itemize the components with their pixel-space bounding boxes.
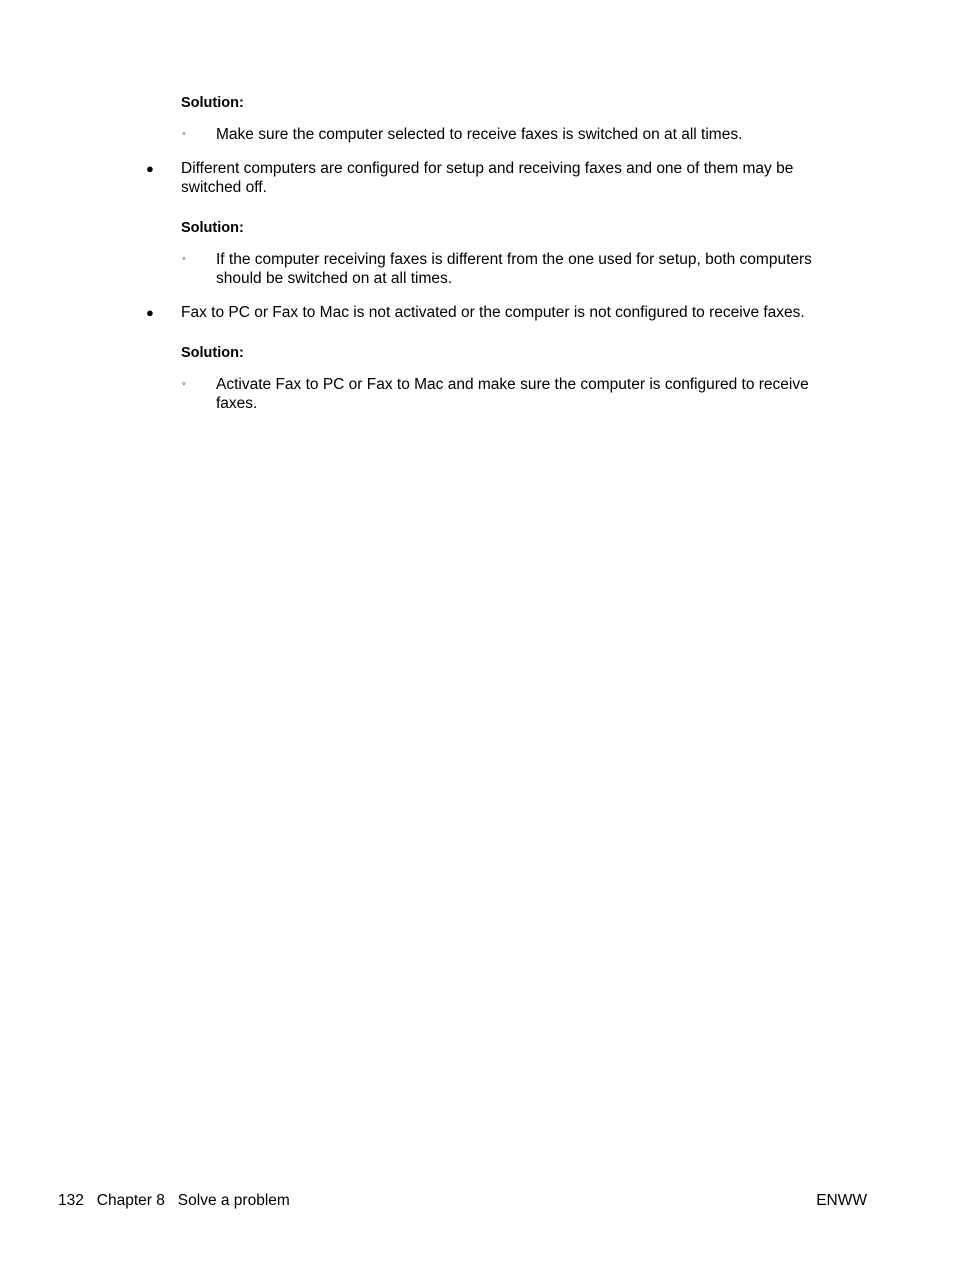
solution-label: Solution:	[181, 95, 244, 111]
solution-label: Solution:	[181, 345, 244, 361]
sub-bullet-marker: ◦	[182, 378, 186, 390]
solution-label: Solution:	[181, 220, 244, 236]
page-footer-locale: ENWW	[816, 1192, 867, 1209]
problem-text: switched off.	[181, 179, 267, 196]
sub-bullet-marker: ◦	[182, 253, 186, 265]
solution-text: faxes.	[216, 395, 258, 412]
bullet-marker: ●	[146, 305, 154, 320]
problem-text: Different computers are configured for setup and receiving faxes and one of them may be	[181, 160, 794, 177]
solution-text: Make sure the computer selected to receive faxes is switched on at all times.	[216, 126, 743, 143]
solution-text: should be switched on at all times.	[216, 270, 453, 287]
problem-text: Fax to PC or Fax to Mac is not activated or the computer is not configured to receive faxes.	[181, 304, 805, 321]
solution-text: Activate Fax to PC or Fax to Mac and make sure the computer is configured to receive	[216, 376, 809, 393]
bullet-marker: ●	[146, 161, 154, 176]
sub-bullet-marker: ◦	[182, 128, 186, 140]
chapter-label: Chapter 8	[96, 1192, 165, 1209]
solution-text: If the computer receiving faxes is different from the one used for setup, both computers	[216, 251, 812, 268]
page-number: 132	[58, 1192, 84, 1209]
chapter-title: Solve a problem	[177, 1192, 290, 1209]
page-footer-left	[58, 1191, 290, 1210]
